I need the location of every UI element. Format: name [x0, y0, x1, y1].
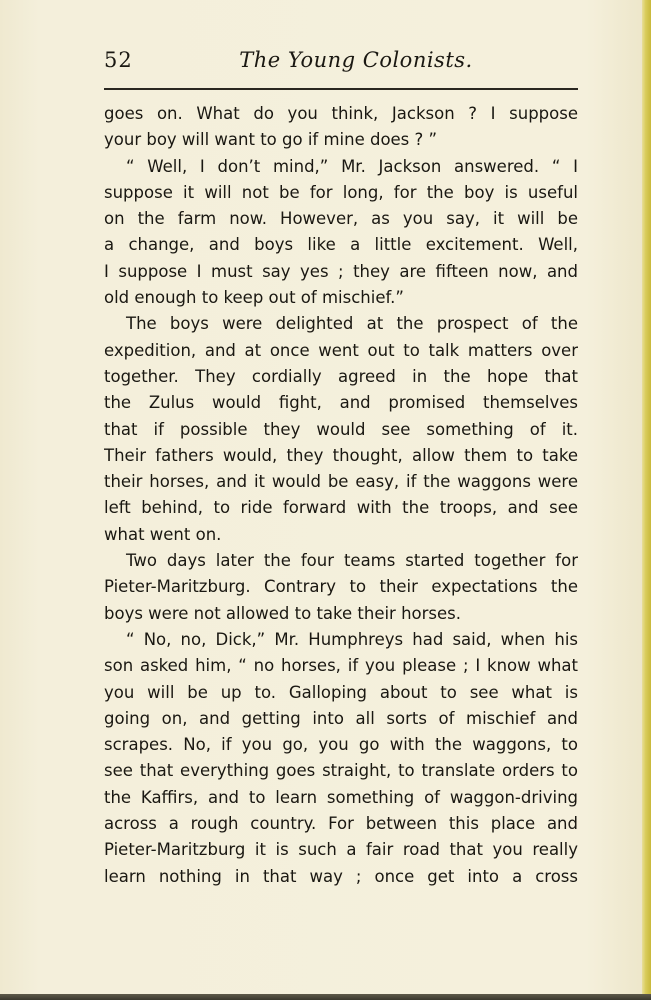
page-header	[104, 46, 578, 80]
text-line: son asked him, “ no horses, if you please ; I know what	[104, 656, 578, 676]
text-line: expedition, and at once went out to talk matters over	[104, 340, 578, 360]
body-text	[104, 101, 578, 890]
text-line: learn nothing in that way ; once get into a cross	[104, 866, 578, 886]
text-line: Pieter-Maritzburg. Contrary to their expectations the	[104, 577, 578, 597]
text-line: the Kaffirs, and to learn something of waggon-driving	[104, 787, 578, 807]
text-line: boys were not allowed to take their horses.	[104, 603, 462, 623]
text-line: a change, and boys like a little excitement. Well,	[104, 235, 578, 255]
text-line: your boy will want to go if mine does ? ”	[104, 130, 438, 150]
running-title: The Young Colonists.	[239, 48, 473, 72]
text-line: going on, and getting into all sorts of mischief and	[104, 708, 578, 728]
text-line: left behind, to ride forward with the troops, and see	[104, 498, 578, 518]
text-line: what went on.	[104, 524, 222, 544]
page-edge-right	[642, 0, 651, 1000]
text-line: goes on. What do you think, Jackson ? I suppose	[104, 104, 578, 123]
text-line: old enough to keep out of mischief.”	[104, 288, 404, 308]
page-edge-bottom	[0, 994, 651, 1000]
text-line: The boys were delighted at the prospect of the	[126, 314, 578, 334]
text-line: the Zulus would fight, and promised themselves	[104, 393, 578, 413]
text-line: Pieter-Maritzburg it is such a fair road that you really	[104, 840, 578, 860]
text-line: “ Well, I don’t mind,” Mr. Jackson answered. “ I	[126, 156, 578, 176]
text-line: that if possible they would see something of it.	[104, 419, 578, 439]
page-number: 52	[104, 48, 133, 72]
text-line: I suppose I must say yes ; they are fifteen now, and	[104, 261, 578, 281]
text-line: suppose it will not be for long, for the boy is useful	[104, 182, 578, 202]
text-line: together. They cordially agreed in the hope that	[104, 366, 578, 386]
text-line: their horses, and it would be easy, if the waggons were	[104, 472, 578, 492]
header-rule	[104, 88, 578, 90]
text-line: across a rough country. For between this place and	[104, 814, 578, 834]
text-line: see that everything goes straight, to translate orders to	[104, 761, 578, 781]
text-line: on the farm now. However, as you say, it will be	[104, 209, 578, 229]
text-line: you will be up to. Galloping about to see what is	[104, 682, 578, 702]
text-line: Two days later the four teams started together for	[126, 551, 578, 571]
text-line: scrapes. No, if you go, you go with the waggons, to	[104, 735, 578, 755]
text-line: Their fathers would, they thought, allow them to take	[104, 445, 578, 465]
text-line: “ No, no, Dick,” Mr. Humphreys had said, when his	[126, 629, 578, 649]
